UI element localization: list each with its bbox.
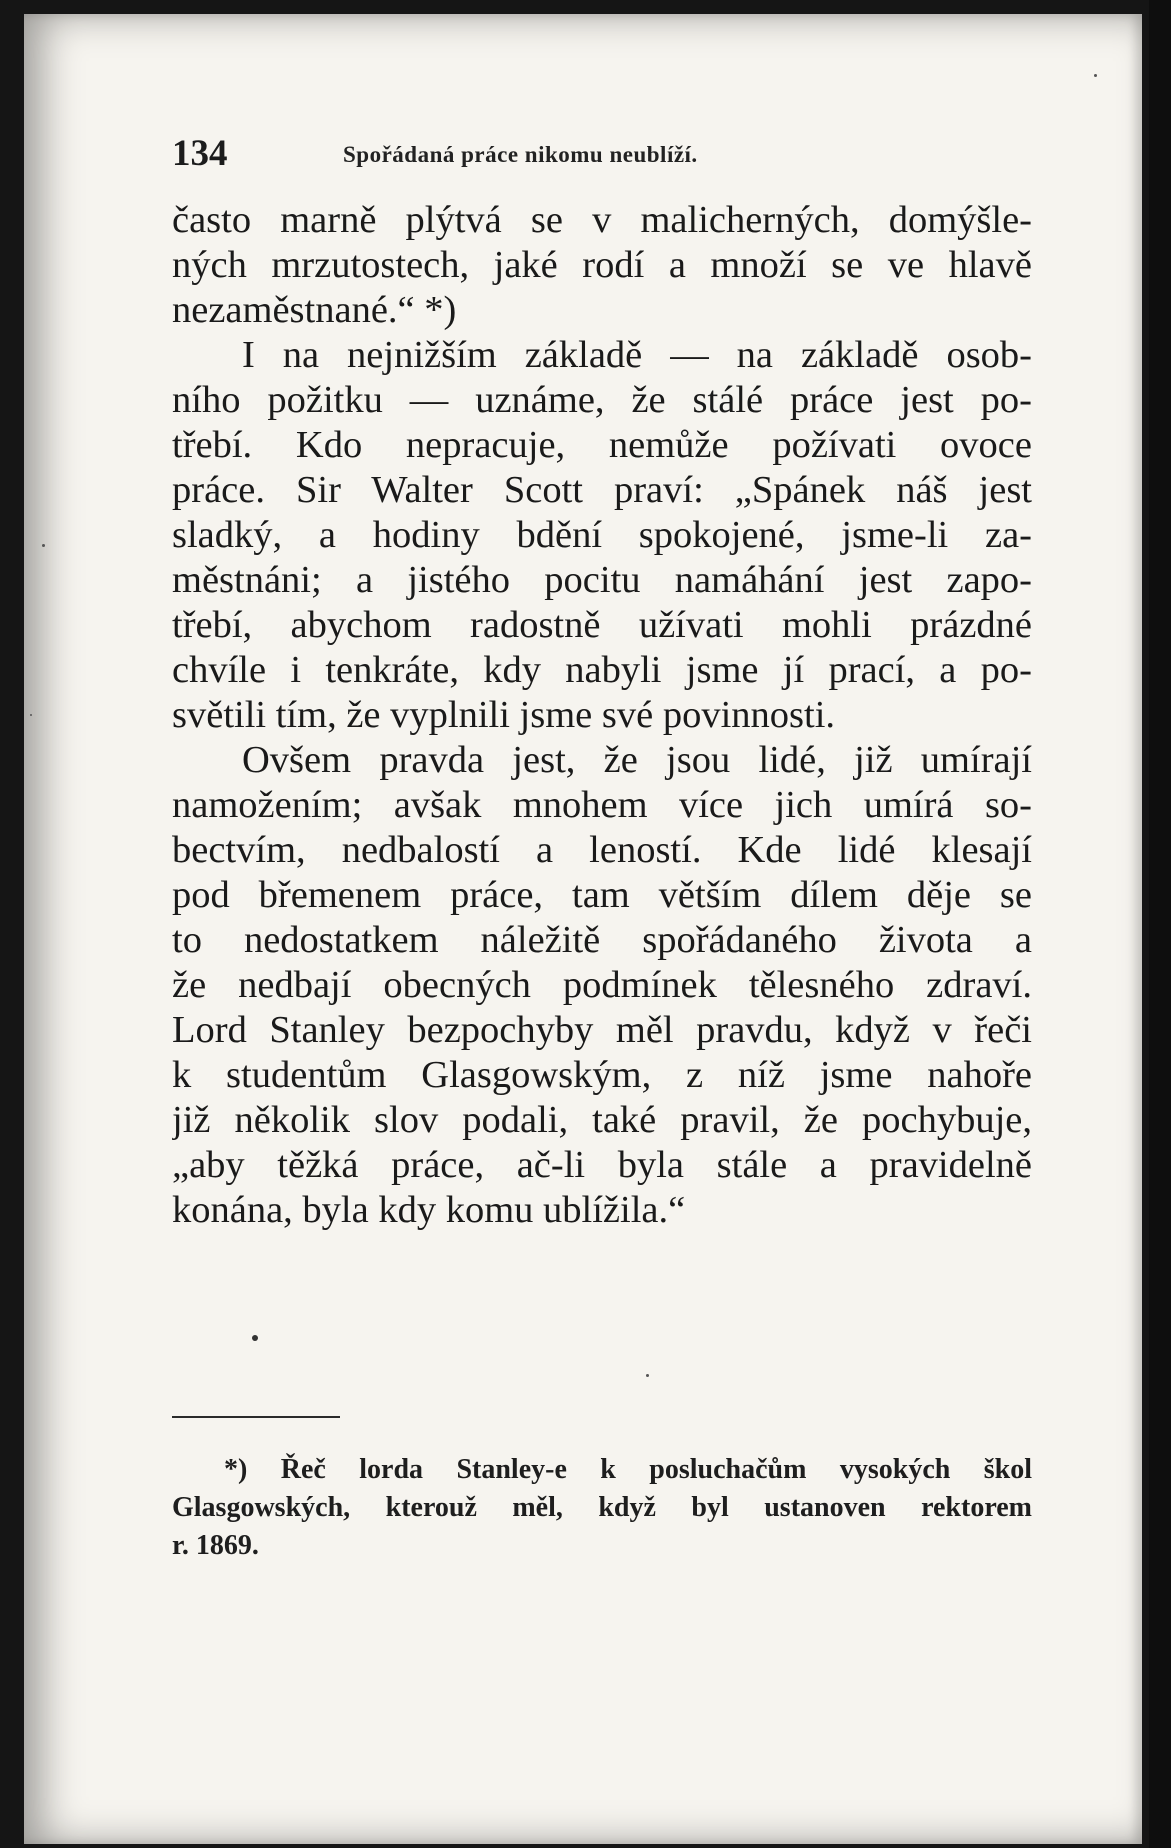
footnote-rule: [172, 1416, 340, 1418]
body-line: „aby těžká práce, ač-li byla stále a pravidelně: [172, 1144, 1032, 1186]
footnote-line: Glasgowských, kterouž měl, když byl ustanoven rektorem: [172, 1492, 1032, 1523]
body-line: nezaměstnané.“ *): [172, 289, 457, 331]
body-line: chvíle i tenkráte, kdy nabyli jsme jí prací, a po-: [172, 649, 1032, 691]
body-line: třebí. Kdo nepracuje, nemůže požívati ovoce: [172, 424, 1032, 466]
body-line: že nedbají obecných podmínek tělesného zdraví.: [172, 964, 1032, 1006]
body-line: třebí, abychom radostně užívati mohli prázdné: [172, 604, 1032, 646]
body-line: světili tím, že vyplnili jsme své povinnosti.: [172, 694, 836, 736]
body-line: práce. Sir Walter Scott praví: „Spánek náš jest: [172, 469, 1032, 511]
body-line: k studentům Glasgowským, z níž jsme nahoře: [172, 1054, 1032, 1096]
book-page: [24, 14, 1142, 1844]
body-line: sladký, a hodiny bdění spokojené, jsme-li za-: [172, 514, 1032, 556]
body-line: to nedostatkem náležitě spořádaného života a: [172, 919, 1032, 961]
scan-edge: [1149, 0, 1171, 1848]
dust-speck: [42, 544, 45, 547]
dust-speck: [252, 1335, 258, 1341]
dust-speck: [646, 1374, 649, 1377]
body-line: ných mrzutostech, jaké rodí a množí se ve hlavě: [172, 244, 1032, 286]
body-line: ního požitku — uznáme, že stálé práce jest po-: [172, 379, 1032, 421]
body-line: Lord Stanley bezpochyby měl pravdu, když v řeči: [172, 1009, 1032, 1051]
footnote-line: r. 1869.: [172, 1530, 259, 1561]
body-line: I na nejnižším základě — na základě osob-: [242, 334, 1032, 376]
running-head: Spořádaná práce nikomu neublíží.: [343, 142, 698, 167]
body-line: městnáni; a jistého pocitu namáhání jest zapo-: [172, 559, 1032, 601]
dust-speck: [30, 714, 32, 716]
body-line: konána, byla kdy komu ublížila.“: [172, 1189, 686, 1231]
body-line: bectvím, nedbalostí a leností. Kde lidé klesají: [172, 829, 1032, 871]
dust-speck: [1094, 74, 1097, 77]
body-line: již několik slov podali, také pravil, že pochybuje,: [172, 1099, 1032, 1141]
body-line: Ovšem pravda jest, že jsou lidé, již umírají: [242, 739, 1032, 781]
body-line: často marně plýtvá se v malicherných, domýšle-: [172, 199, 1032, 241]
body-line: pod břemenem práce, tam větším dílem děje se: [172, 874, 1032, 916]
body-line: namožením; avšak mnohem více jich umírá so-: [172, 784, 1032, 826]
page-number: 134: [172, 133, 228, 174]
footnote-line: *) Řeč lorda Stanley-e k posluchačům vysokých škol: [224, 1454, 1032, 1485]
